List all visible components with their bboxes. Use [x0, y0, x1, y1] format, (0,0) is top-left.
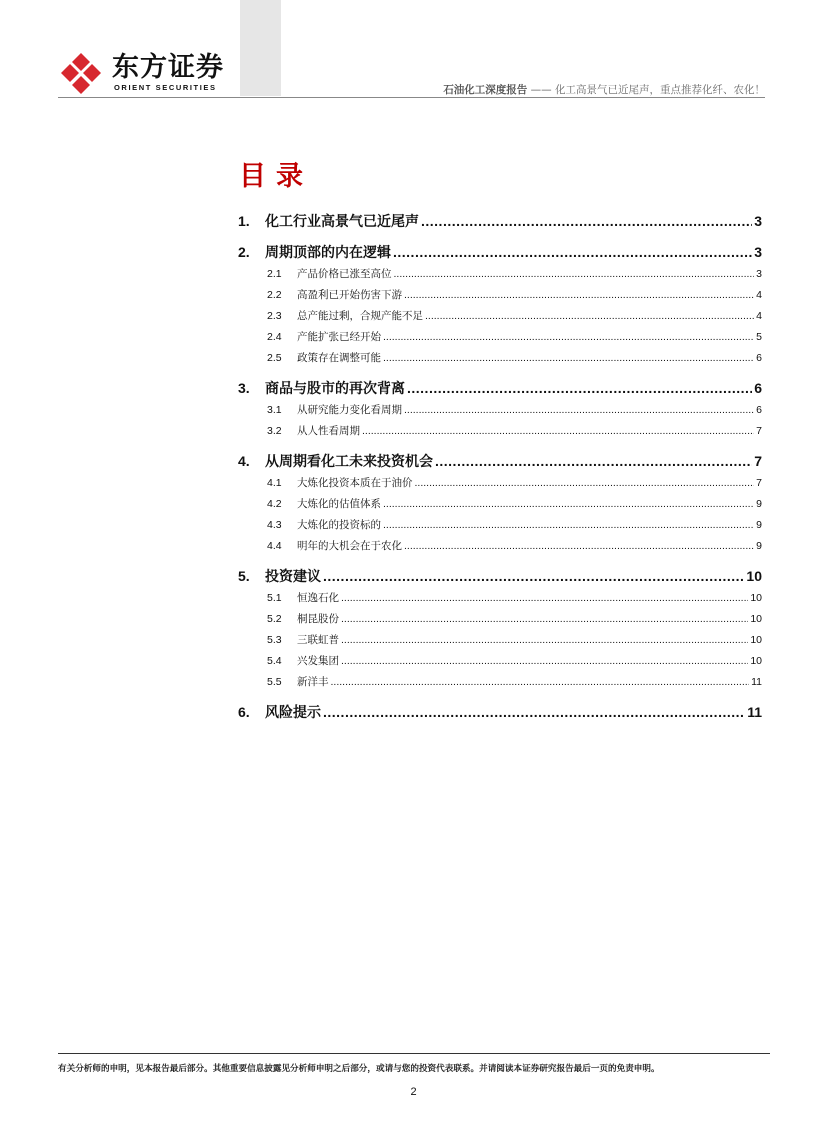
header-separator: —— [530, 84, 552, 96]
toc-section-3-label: 商品与股市的再次背离 [265, 381, 405, 397]
toc-subsection-2-5-number: 2.5 [267, 352, 282, 364]
toc-leader-dots [323, 701, 745, 724]
toc-leader-dots [362, 421, 754, 442]
toc-subsection-2-2-page: 4 [756, 289, 762, 301]
toc-leader-dots [323, 565, 744, 588]
toc-leader-dots [404, 536, 754, 557]
toc-subsection-4-4-number: 4.4 [267, 540, 282, 552]
toc-subsection-5-3-number: 5.3 [267, 634, 282, 646]
toc-subsection-5-1-number: 5.1 [267, 592, 282, 604]
toc-subsection-5-4[interactable] [238, 651, 762, 672]
toc-subsection-5-5-page: 11 [751, 676, 762, 688]
toc-subsection-2-2[interactable] [238, 285, 762, 306]
toc-section-3-page: 6 [754, 380, 762, 396]
toc-leader-dots [404, 285, 754, 306]
report-type: 石油化工深度报告 [443, 84, 528, 96]
footer-rule [58, 1053, 770, 1054]
toc-subsection-2-4-page: 5 [756, 331, 762, 343]
toc-leader-dots [341, 651, 748, 672]
toc-subsection-5-2-label: 桐昆股份 [297, 613, 339, 625]
toc-section-1[interactable] [238, 210, 762, 233]
logo [58, 52, 238, 96]
toc-subsection-2-1-label: 产品价格已涨至高位 [297, 268, 392, 280]
toc-section-gap [238, 442, 762, 448]
toc-subsection-4-2-page: 9 [756, 498, 762, 510]
toc-section-1-page: 3 [754, 213, 762, 229]
toc-subsection-5-2-number: 5.2 [267, 613, 282, 625]
toc-leader-dots [415, 473, 755, 494]
toc-subsection-3-2-number: 3.2 [267, 425, 282, 437]
toc-leader-dots [393, 241, 752, 264]
toc-subsection-2-1[interactable] [238, 264, 762, 285]
toc-subsection-4-3-number: 4.3 [267, 519, 282, 531]
toc-leader-dots [383, 327, 754, 348]
toc-section-2[interactable] [238, 241, 762, 264]
toc-leader-dots [341, 609, 748, 630]
toc-section-2-number: 2. [238, 244, 250, 260]
toc-subsection-5-2-page: 10 [750, 613, 762, 625]
toc-subsection-4-2-number: 4.2 [267, 498, 282, 510]
toc-section-2-label: 周期顶部的内在逻辑 [265, 245, 391, 261]
toc-section-1-label: 化工行业高景气已近尾声 [265, 214, 419, 230]
toc-subsection-4-3-page: 9 [756, 519, 762, 531]
toc-subsection-5-4-label: 兴发集团 [297, 655, 339, 667]
toc-leader-dots [383, 515, 754, 536]
toc-subsection-3-1-label: 从研究能力变化看周期 [297, 404, 402, 416]
toc-section-4-page: 7 [754, 453, 762, 469]
toc-subsection-3-2-label: 从人性看周期 [297, 425, 360, 437]
toc-subsection-3-1[interactable] [238, 400, 762, 421]
toc-section-4-label: 从周期看化工未来投资机会 [265, 454, 433, 470]
toc-subsection-4-2-label: 大炼化的估值体系 [297, 498, 381, 510]
toc-subsection-4-1-label: 大炼化投资本质在于油价 [297, 477, 413, 489]
toc-subsection-2-3-page: 4 [756, 310, 762, 322]
toc-subsection-5-5[interactable] [238, 672, 762, 693]
toc-section-5-label: 投资建议 [265, 569, 321, 585]
toc-subsection-2-3[interactable] [238, 306, 762, 327]
toc-subsection-5-1[interactable] [238, 588, 762, 609]
toc-section-3[interactable] [238, 377, 762, 400]
toc-subsection-4-3-label: 大炼化的投资标的 [297, 519, 381, 531]
toc-section-3-number: 3. [238, 380, 250, 396]
toc-section-gap [238, 557, 762, 563]
toc-subsection-5-2[interactable] [238, 609, 762, 630]
toc-subsection-3-2[interactable] [238, 421, 762, 442]
toc-leader-dots [435, 450, 752, 473]
toc-leader-dots [383, 494, 754, 515]
toc-section-4-number: 4. [238, 453, 250, 469]
toc-leader-dots [341, 630, 748, 651]
toc-leader-dots [407, 377, 752, 400]
toc-subsection-5-5-number: 5.5 [267, 676, 282, 688]
toc-subsection-5-3-page: 10 [750, 634, 762, 646]
logo-english-name: ORIENT SECURITIES [114, 83, 217, 92]
toc-section-1-number: 1. [238, 213, 250, 229]
toc-subsection-2-5-page: 6 [756, 352, 762, 364]
toc-title: 目录 [239, 161, 313, 192]
toc-subsection-3-1-number: 3.1 [267, 404, 282, 416]
toc-subsection-2-2-label: 高盈利已开始伤害下游 [297, 289, 402, 301]
toc-subsection-2-5-label: 政策存在调整可能 [297, 352, 381, 364]
toc-subsection-2-4-number: 2.4 [267, 331, 282, 343]
toc-subsection-4-3[interactable] [238, 515, 762, 536]
toc-section-2-page: 3 [754, 244, 762, 260]
logo-chinese-name: 东方证券 [112, 52, 224, 83]
toc-section-6[interactable] [238, 701, 762, 724]
toc-subsection-4-4-page: 9 [756, 540, 762, 552]
toc-subsection-3-1-page: 6 [756, 404, 762, 416]
toc-subsection-5-5-label: 新洋丰 [297, 676, 329, 688]
toc-leader-dots [331, 672, 750, 693]
toc-section-6-page: 11 [747, 704, 762, 720]
toc-section-4[interactable] [238, 450, 762, 473]
toc-section-5-page: 10 [746, 568, 762, 584]
toc-subsection-4-4[interactable] [238, 536, 762, 557]
toc-subsection-2-2-number: 2.2 [267, 289, 282, 301]
toc-subsection-2-4[interactable] [238, 327, 762, 348]
header-rule [58, 97, 765, 98]
toc-subsection-2-1-number: 2.1 [267, 268, 282, 280]
toc-section-5-number: 5. [238, 568, 250, 584]
footer-disclaimer: 有关分析师的申明，见本报告最后部分。其他重要信息披露见分析师申明之后部分，或请与您的投资代表联系。并请阅读本证券研究报告最后一页的免责申明。 [58, 1064, 660, 1074]
toc-section-6-label: 风险提示 [265, 705, 321, 721]
toc-subsection-4-1-page: 7 [756, 477, 762, 489]
header-gray-band [240, 0, 281, 96]
toc-leader-dots [404, 400, 754, 421]
toc-subsection-2-4-label: 产能扩张已经开始 [297, 331, 381, 343]
toc-subsection-4-2[interactable] [238, 494, 762, 515]
toc-subsection-2-3-label: 总产能过剩，合规产能不足 [297, 310, 423, 322]
toc-subsection-2-5[interactable] [238, 348, 762, 369]
toc-subsection-5-4-page: 10 [750, 655, 762, 667]
toc-subsection-2-3-number: 2.3 [267, 310, 282, 322]
report-header [443, 82, 765, 97]
toc-subsection-5-1-label: 恒逸石化 [297, 592, 339, 604]
toc-subsection-5-4-number: 5.4 [267, 655, 282, 667]
toc-subsection-4-1[interactable] [238, 473, 762, 494]
toc-leader-dots [425, 306, 754, 327]
toc-leader-dots [421, 210, 752, 233]
toc-subsection-3-2-page: 7 [756, 425, 762, 437]
toc-section-6-number: 6. [238, 704, 250, 720]
toc-section-5[interactable] [238, 565, 762, 588]
orient-securities-logo-icon [58, 52, 104, 96]
toc-leader-dots [383, 348, 754, 369]
toc-subsection-2-1-page: 3 [756, 268, 762, 280]
toc-leader-dots [394, 264, 755, 285]
report-title: 化工高景气已近尾声，重点推荐化纤、农化！ [555, 84, 765, 96]
toc-section-gap [238, 369, 762, 375]
toc-subsection-5-3-label: 三联虹普 [297, 634, 339, 646]
toc-subsection-4-4-label: 明年的大机会在于农化 [297, 540, 402, 552]
toc-section-gap [238, 693, 762, 699]
toc-subsection-5-3[interactable] [238, 630, 762, 651]
page-number: 2 [410, 1086, 417, 1098]
toc-subsection-4-1-number: 4.1 [267, 477, 282, 489]
table-of-contents [238, 208, 762, 724]
toc-subsection-5-1-page: 10 [750, 592, 762, 604]
toc-leader-dots [341, 588, 748, 609]
